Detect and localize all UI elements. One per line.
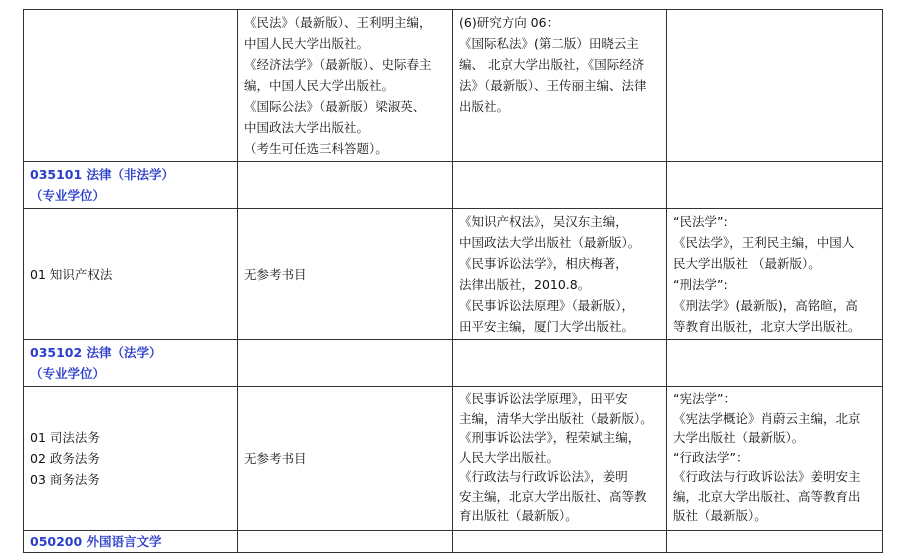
text-line: 《经济法学》（最新版）、史际春主 xyxy=(244,57,432,72)
text-line: 《民法》（最新版）、王利明主编， xyxy=(244,15,432,30)
text-line: 中国政法大学出版社（最新版）。 xyxy=(459,235,641,250)
direction-cell xyxy=(24,209,238,340)
text-line: 中国政法大学出版社。 xyxy=(244,120,370,135)
text-line: 安主编，北京大学出版社、高等教 xyxy=(459,488,647,504)
text-line: “民法学”: xyxy=(673,214,728,229)
table-row xyxy=(24,340,883,387)
program-code-cell xyxy=(24,162,238,209)
text-line: 《民事诉讼法原理》（最新版）， xyxy=(459,298,635,313)
text-line: 《宪法学概论》肖蔚云主编，北京 xyxy=(673,410,861,426)
program-subtitle: （专业学位） xyxy=(30,188,106,203)
text-line: 等教育出版社，北京大学出版社。 xyxy=(673,319,861,334)
text-line: “宪法学”： xyxy=(673,391,736,406)
direction-cell xyxy=(24,387,238,531)
empty-cell xyxy=(667,340,883,387)
text-line: 编、 北京大学出版社，《国际经济 xyxy=(459,57,645,72)
table-row xyxy=(24,387,883,531)
program-subtitle: （专业学位） xyxy=(30,366,106,381)
text-line: 法律出版社，2010.8。 xyxy=(459,277,591,292)
text-line: 中国人民大学出版社。 xyxy=(244,36,370,51)
text-line: 《行政法与行政诉讼法》姜明安主 xyxy=(673,469,861,484)
direction-cell xyxy=(24,10,238,162)
text-line: (6)研究方向 06： xyxy=(459,15,560,30)
empty-cell xyxy=(667,531,883,553)
empty-cell xyxy=(453,340,667,387)
text-line: 《民事诉讼法学》，相庆梅著， xyxy=(459,256,628,271)
direction-label: 03 商务法务 xyxy=(30,472,100,487)
text-line: 《刑事诉讼法学》，程荣斌主编， xyxy=(459,430,641,445)
text-line: 编，中国人民大学出版社。 xyxy=(244,78,395,93)
text-line: 出版社。 xyxy=(459,99,510,114)
exam-books-cell xyxy=(238,10,453,162)
empty-cell xyxy=(238,531,453,553)
text-line: 《行政法与行政诉讼法》，姜明 xyxy=(459,469,628,484)
reference-label: 无参考书目 xyxy=(244,451,307,466)
empty-cell xyxy=(667,162,883,209)
text-line: 《刑法学》(最新版)，高铭暄，高 xyxy=(673,298,858,313)
empty-cell xyxy=(453,531,667,553)
reference-cell xyxy=(238,387,453,531)
table-row xyxy=(24,531,883,553)
text-line: 版社（最新版）。 xyxy=(673,508,767,523)
text-line: 大学出版社（最新版）。 xyxy=(673,430,805,445)
text-line: 人民大学出版社。 xyxy=(459,449,560,465)
exam-books-cell xyxy=(453,209,667,340)
exam-books-cell xyxy=(453,10,667,162)
text-line: 田平安主编，厦门大学出版社。 xyxy=(459,319,635,334)
text-line: “刑法学”: xyxy=(673,277,728,292)
text-line: “行政法学”： xyxy=(673,449,749,465)
reference-label: 无参考书目 xyxy=(244,266,307,282)
text-line: （考生可任选三科答题）。 xyxy=(244,141,388,156)
retest-books-cell xyxy=(667,209,883,340)
retest-books-cell xyxy=(667,10,883,162)
program-title: 035101 法律（非法学） xyxy=(30,167,175,182)
text-line: 《知识产权法》，吴汉东主编， xyxy=(459,214,628,229)
direction-label: 01 知识产权法 xyxy=(30,266,113,282)
program-title: 035102 法律（法学） xyxy=(30,345,162,360)
reference-cell xyxy=(238,209,453,340)
text-line: 《国际公法》（最新版）梁淑英、 xyxy=(244,99,426,114)
text-line: 《国际私法》(第二版）田晓云主 xyxy=(459,36,639,51)
empty-cell xyxy=(238,340,453,387)
table-row xyxy=(24,162,883,209)
catalog-table xyxy=(23,9,883,553)
text-line: 《民事诉讼法学原理》，田平安 xyxy=(459,391,628,406)
text-line: 育出版社（最新版）。 xyxy=(459,508,578,523)
retest-books-cell xyxy=(667,387,883,531)
empty-cell xyxy=(453,162,667,209)
direction-label: 01 司法法务 xyxy=(30,430,100,445)
text-line: 民大学出版社 （最新版）。 xyxy=(673,256,821,271)
text-line: 主编，清华大学出版社（最新版）。 xyxy=(459,410,653,426)
program-title: 050200 外国语言文学 xyxy=(30,534,162,549)
text-line: 编，北京大学出版社、高等教育出 xyxy=(673,488,861,504)
text-line: 《民法学》，王利民主编，中国人 xyxy=(673,235,855,250)
program-code-cell xyxy=(24,531,238,553)
empty-cell xyxy=(238,162,453,209)
table-row xyxy=(24,10,883,162)
table-row xyxy=(24,209,883,340)
text-line: 法》（最新版）、王传丽主编、法律 xyxy=(459,78,647,93)
program-code-cell xyxy=(24,340,238,387)
exam-books-cell xyxy=(453,387,667,531)
direction-label: 02 政务法务 xyxy=(30,451,100,466)
